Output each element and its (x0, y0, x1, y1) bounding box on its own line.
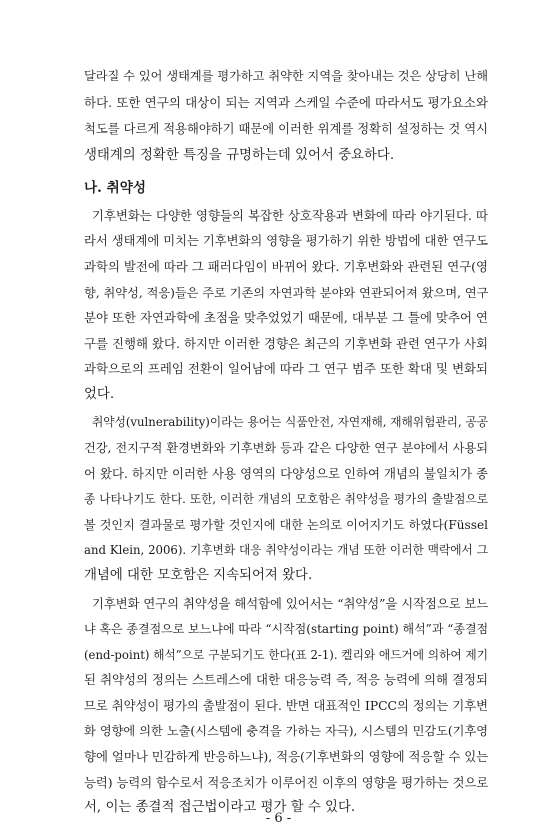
body-text-line: 화 영향에 의한 노출(시스템에 충격을 가하는 자극), 시스템의 민감도(기후영 (84, 724, 488, 739)
body-text-line: 생태계의 정확한 특징을 규명하는데 있어서 중요하다. (84, 147, 395, 163)
body-text-line: 향, 취약성, 적응)들은 주로 기존의 자연과학 분야와 연관되어져 왔으며, 연구 (84, 285, 488, 300)
body-text-line: 된 취약성의 정의는 스트레스에 대한 대응능력 즉, 적응 능력에 의해 결정되 (84, 672, 488, 688)
body-text-line: 라서 생태계에 미치는 기후변화의 영향을 평가하기 위한 방법에 대한 연구도 (84, 234, 488, 249)
body-text-line: 기후변화는 다양한 영향들의 복잡한 상호작용과 변화에 따라 야기된다. 따 (92, 207, 488, 223)
body-text-line: 볼 것인지 결과물로 평가할 것인지에 대한 논의로 이어지기도 하였다(Füssel (84, 517, 488, 532)
body-text-line: 었다. (84, 386, 115, 402)
body-text-line: 기후변화 연구의 취약성을 해석함에 있어서는 “취약성”을 시작점으로 보느 (92, 596, 488, 611)
body-text-line: 향에 얼마나 민감하게 반응하느냐), 적응(기후변화의 영향에 적응할 수 있는 (84, 749, 488, 764)
body-text-line: 능력) 능력의 함수로서 적응조치가 이루어진 이후의 영향을 평가하는 것으로 (84, 775, 488, 790)
body-text-line: 서, 이는 종결적 접근법이라고 평가 할 수 있다. (84, 800, 356, 816)
body-text-line: 과학으로의 프레임 전환이 일어남에 따라 그 연구 범주 또한 확대 및 변화되 (84, 361, 488, 377)
body-text-line: 므로 취약성이 평가의 출발점이 된다. 반면 대표적인 IPCC의 정의는 기후변 (84, 698, 488, 713)
body-text-line: 구를 진행해 왔다. 하지만 이러한 경향은 최근의 기후변화 관련 연구가 사회 (84, 335, 488, 351)
body-text-line: 개념에 대한 모호함은 지속되어져 왔다. (84, 567, 313, 583)
body-text-line: 냐 혹은 종결점으로 보느냐에 따라 “시작점(starting point) 해석”과 “종결점 (84, 622, 488, 637)
page-number: - 6 - (265, 811, 292, 826)
body-text-line: 종 나타나기도 한다. 또한, 이러한 개념의 모호함은 취약성을 평가의 출발점으로 (84, 492, 488, 507)
body-text-line: and Klein, 2006). 기후변화 대응 취약성이라는 개념 또한 이러한 맥락에서 그 (84, 543, 488, 558)
body-text-line: 과학의 발전에 따라 그 패러다임이 바뀌어 왔다. 기후변화와 관련된 연구(영 (84, 258, 488, 274)
body-text-line: 분야 또한 자연과학에 초점을 맞추었었기 때문에, 대부분 그 틀에 맞추어 연 (84, 310, 488, 326)
body-text-line: 하다. 또한 연구의 대상이 되는 지역과 스케일 수준에 따라서도 평가요소와 (84, 94, 488, 110)
body-text-line: 건강, 전지구적 환경변화와 기후변화 등과 같은 다양한 연구 분야에서 사용되 (84, 441, 488, 455)
body-text-line: (end-point) 해석”으로 구분되기도 한다(표 2-1). 켈리와 애드거에 의하여 제기 (84, 647, 488, 662)
body-text-line: 어 왔다. 하지만 이러한 사용 영역의 다양성으로 인하여 개념의 불일치가 종 (84, 465, 488, 481)
body-text-line: 달라질 수 있어 생태계를 평가하고 취약한 지역을 찾아내는 것은 상당히 난해 (84, 69, 488, 83)
section-heading: 나. 취약성 (84, 180, 146, 197)
body-text-line: 척도를 다르게 적용해야하기 때문에 이러한 위계를 정확히 설정하는 것 역시 (84, 122, 488, 137)
body-text-line: 취약성(vulnerability)이라는 용어는 식품안전, 자연재해, 재해위험관리, 공공 (92, 415, 488, 430)
